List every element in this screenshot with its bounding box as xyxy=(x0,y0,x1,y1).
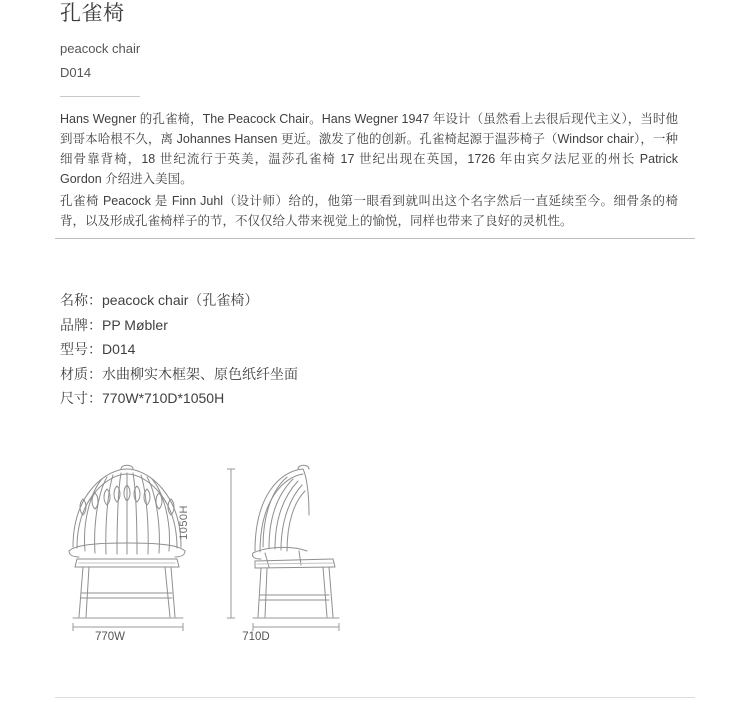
description-paragraph-2: 孔雀椅 Peacock 是 Finn Juhl（设计师）给的，他第一眼看到就叫出这个名字然后一直延续至今。细骨条的椅背，以及形成孔雀椅样子的节，不仅仅给人带来视觉上的愉悦，同样也带来了良好的灵机性。 xyxy=(60,194,678,228)
description-paragraph-1: Hans Wegner 的孔雀椅，The Peacock Chair。Hans Wegner 1947 年设计（虽然看上去很后现代主义），当时他到哥本哈根不久，离 Johannes Hansen 更近。激发了他的创新。孔雀椅起源于温莎椅子（Windsor chair），一种细骨靠背椅，18 世纪流行于英美，温莎孔雀椅 17 世纪出现在英国，1726 年由宾夕法尼亚的州长 Patrick Gordon 介绍进入美国。 xyxy=(60,112,678,186)
section-divider xyxy=(55,238,695,239)
spec-name: 名称：peacock chair（孔雀椅） xyxy=(60,292,259,308)
dimension-width-label: 770W xyxy=(94,631,126,643)
dimension-height-label: 1050H xyxy=(178,505,190,540)
spec-brand: 品牌：PP Møbler xyxy=(60,316,168,333)
technical-drawing xyxy=(55,455,345,650)
text-content xyxy=(60,0,690,233)
page-subtitle-en: peacock chair xyxy=(60,41,141,56)
bottom-divider xyxy=(55,697,695,698)
spec-model: 型号：D014 xyxy=(60,341,136,357)
spec-material: 材质：水曲柳实木框架、原色纸纤坐面 xyxy=(60,365,298,382)
chair-line-drawing xyxy=(55,455,345,655)
model-code: D014 xyxy=(60,65,92,80)
specs-list xyxy=(60,288,660,411)
dimension-depth-label: 710D xyxy=(242,631,270,643)
page-title: 孔雀椅 xyxy=(60,2,125,25)
spec-dimensions: 尺寸：770W*710D*1050H xyxy=(60,390,225,406)
description-block xyxy=(60,97,690,231)
